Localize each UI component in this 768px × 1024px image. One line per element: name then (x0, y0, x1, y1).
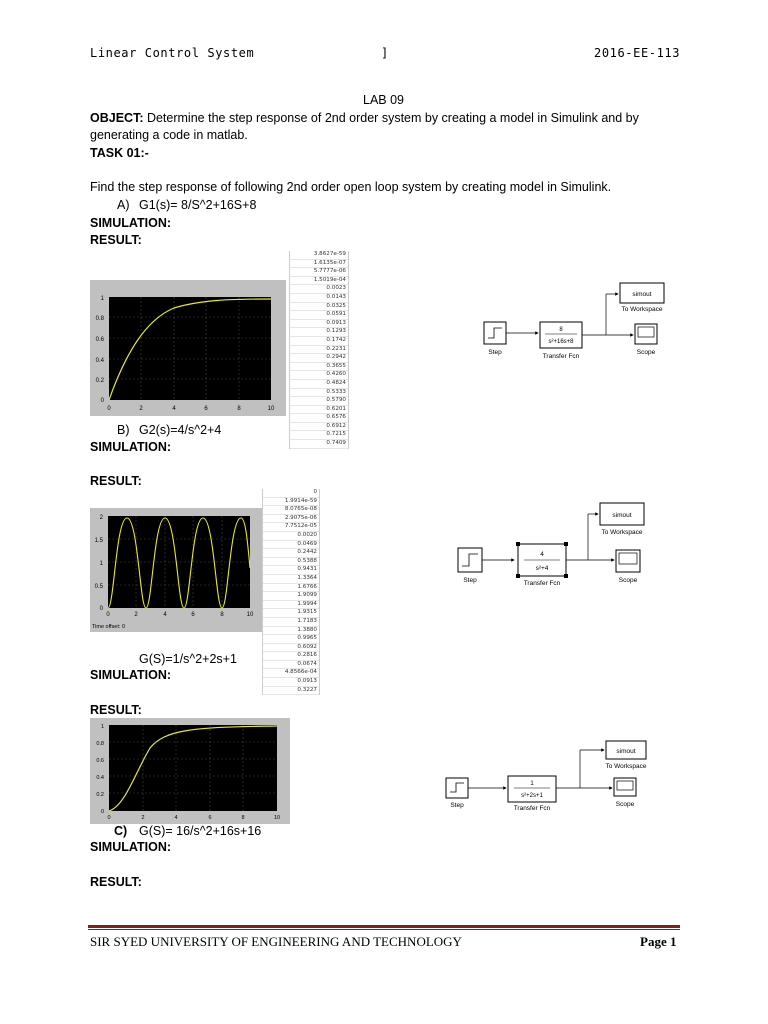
plot-a-ytick: 1 (100, 296, 104, 302)
scope-block-label: Scope (618, 577, 638, 584)
value-cell: 0.0023 (290, 285, 348, 294)
object-text: Determine the step response of 2nd order system by creating a model in Simulink and by generating a code in matlab. (90, 111, 639, 142)
plot-c-ytick: 0.6 (96, 758, 104, 764)
value-cell: 4.8566e-04 (263, 669, 319, 678)
value-cell: 0.6576 (290, 414, 348, 423)
value-cell: 0.1742 (290, 337, 348, 346)
plot-a-xtick: 2 (139, 406, 143, 412)
value-cell: 1.9914e-59 (263, 498, 319, 507)
header-bracket: ] (381, 46, 389, 60)
value-cell: 0.2816 (263, 652, 319, 661)
plot-a-xtick: 8 (237, 406, 241, 412)
value-cell: 0.5790 (290, 397, 348, 406)
task-label: TASK 01:- (90, 146, 149, 160)
plot-b-xtick: 2 (134, 612, 138, 618)
value-cell: 0.0325 (290, 303, 348, 312)
value-cell: 0.4824 (290, 380, 348, 389)
simout-block-label: simout (616, 748, 636, 755)
section-c-equation: G(S)= 16/s^2+16s+16 (139, 824, 262, 838)
value-cell: 1.5019e-04 (290, 277, 348, 286)
tf-denominator: s²+4 (535, 565, 549, 572)
value-cell: 0.0913 (290, 320, 348, 329)
value-cell: 0.6912 (290, 423, 348, 432)
value-cell: 0.6201 (290, 406, 348, 415)
scope-plot-a (90, 280, 286, 416)
value-cell: 1.6135e-07 (290, 260, 348, 269)
value-cell: 0.1293 (290, 328, 348, 337)
value-cell: 0.3655 (290, 363, 348, 372)
section-a-result-label: RESULT: (90, 233, 142, 247)
lab-title: LAB 09 (363, 93, 405, 107)
value-cell: 0.9965 (263, 635, 319, 644)
tf-numerator: 8 (559, 327, 563, 333)
plot-b-xtick: 6 (191, 612, 195, 618)
section-a-equation: G1(s)= 8/S^2+16S+8 (139, 198, 257, 212)
value-cell: 0.6092 (263, 644, 319, 653)
plot-b-ytick: 2 (99, 515, 103, 521)
step-block-label: Step (488, 349, 502, 356)
plot-b-xtick: 4 (163, 612, 167, 618)
plot-c-ytick: 0.8 (96, 741, 104, 747)
plot-a-ytick: 0.8 (95, 316, 104, 322)
section-a-simulation-label: SIMULATION: (90, 216, 172, 230)
value-cell: 0.5333 (290, 389, 348, 398)
to-workspace-label: To Workspace (621, 306, 663, 313)
section-c0-equation: G(S)=1/s^2+2s+1 (139, 652, 237, 666)
transfer-fcn-label: Transfer Fcn (513, 805, 551, 812)
footer-university: SIR SYED UNIVERSITY OF ENGINEERING AND TECHNOLOGY (90, 934, 462, 949)
value-cell: 0 (263, 489, 319, 498)
value-cell: 3.8627e-59 (290, 251, 348, 260)
plot-b-time-offset: Time offset: 0 (92, 624, 126, 630)
plot-b-ytick: 1 (99, 561, 103, 567)
value-cell: 0.0469 (263, 541, 319, 550)
plot-c-ytick: 0 (100, 809, 104, 815)
plot-b-xtick: 0 (106, 612, 110, 618)
value-cell: 7.7512e-05 (263, 523, 319, 532)
section-c0-simulation-label: SIMULATION: (90, 668, 172, 682)
plot-c-xtick: 6 (208, 815, 212, 821)
value-cell: 0.2442 (263, 549, 319, 558)
simout-block-label: simout (612, 512, 632, 519)
section-b-simulation-label: SIMULATION: (90, 440, 172, 454)
plot-a-xtick: 6 (204, 406, 208, 412)
plot-a-ytick: 0 (100, 398, 104, 404)
tf-numerator: 1 (530, 781, 534, 787)
scope-block-label: Scope (636, 349, 656, 356)
to-workspace-label: To Workspace (605, 763, 647, 770)
value-cell: 0.0913 (263, 678, 319, 687)
footer-page-number: Page 1 (640, 934, 677, 949)
value-cell: 0.9431 (263, 566, 319, 575)
plot-b-ytick: 0.5 (94, 584, 103, 590)
value-cell: 0.4260 (290, 371, 348, 380)
tf-denominator: s²+16s+8 (548, 339, 574, 345)
value-cell: 0.5388 (263, 558, 319, 567)
value-cell: 1.3364 (263, 575, 319, 584)
value-cell: 0.7215 (290, 431, 348, 440)
plot-c-xtick: 0 (107, 815, 111, 821)
section-c-simulation-label: SIMULATION: (90, 840, 172, 854)
plot-c-ytick: 0.4 (96, 775, 104, 781)
plot-c-xtick: 2 (141, 815, 145, 821)
plot-c-xtick: 8 (241, 815, 245, 821)
simulink-diagram-a (478, 280, 698, 362)
plot-c-ytick: 1 (100, 724, 104, 730)
value-cell: 1.9099 (263, 592, 319, 601)
value-cell: 2.9075e-06 (263, 515, 319, 524)
plot-c-xtick: 4 (174, 815, 178, 821)
value-cell: 1.9994 (263, 601, 319, 610)
value-cell: 0.0143 (290, 294, 348, 303)
task-intro: Find the step response of following 2nd order open loop system by creating model in Simulink. (90, 180, 612, 194)
value-cell: 1.3880 (263, 627, 319, 636)
scope-plot-b (90, 508, 262, 632)
footer-rule (88, 925, 680, 928)
plot-b-ytick: 0 (99, 606, 103, 612)
plot-b-xtick: 8 (220, 612, 224, 618)
value-cell: 1.9315 (263, 609, 319, 618)
values-column-b (262, 489, 320, 695)
simulink-diagram-b (452, 498, 652, 594)
section-b-marker: B) (117, 423, 130, 437)
value-cell: 0.3227 (263, 687, 319, 696)
scope-plot-c (90, 718, 290, 824)
values-column-a (289, 251, 349, 449)
tf-denominator: s²+2s+1 (521, 793, 543, 799)
plot-a-ytick: 0.6 (95, 337, 104, 343)
value-cell: 0.2942 (290, 354, 348, 363)
section-c0-result-label: RESULT: (90, 703, 142, 717)
value-cell: 0.0674 (263, 661, 319, 670)
transfer-fcn-label: Transfer Fcn (542, 353, 580, 360)
section-a-marker: A) (117, 198, 130, 212)
tf-numerator: 4 (540, 551, 544, 558)
value-cell: 0.0020 (263, 532, 319, 541)
section-b-equation: G2(s)=4/s^2+4 (139, 423, 222, 437)
step-block-label: Step (450, 802, 464, 809)
value-cell: 0.7409 (290, 440, 348, 449)
header-course-title: Linear Control System (90, 46, 255, 60)
value-cell: 0.2231 (290, 346, 348, 355)
value-cell: 1.7183 (263, 618, 319, 627)
plot-c-ytick: 0.2 (96, 792, 104, 798)
header-roll-number: 2016-EE-113 (594, 46, 681, 60)
simout-block-label: simout (632, 291, 652, 298)
plot-a-ytick: 0.4 (95, 358, 104, 364)
step-block-label: Step (463, 577, 477, 584)
footer-rule-thin (88, 929, 680, 930)
object-paragraph (90, 110, 670, 144)
simulink-diagram-c (440, 736, 650, 816)
plot-a-xtick: 10 (267, 406, 275, 412)
transfer-fcn-label: Transfer Fcn (523, 580, 561, 587)
plot-c-xtick: 10 (273, 815, 281, 821)
plot-b-ytick: 1.5 (94, 538, 103, 544)
section-c-result-label: RESULT: (90, 875, 142, 889)
value-cell: 5.7777e-06 (290, 268, 348, 277)
scope-block-label: Scope (615, 801, 635, 808)
section-c-marker: C) (114, 824, 128, 838)
value-cell: 0.0591 (290, 311, 348, 320)
section-b-result-label: RESULT: (90, 474, 142, 488)
object-label: OBJECT: (90, 111, 144, 125)
plot-a-xtick: 4 (172, 406, 176, 412)
plot-b-xtick: 10 (246, 612, 254, 618)
plot-a-ytick: 0.2 (95, 378, 104, 384)
plot-a-xtick: 0 (107, 406, 111, 412)
value-cell: 1.6766 (263, 584, 319, 593)
value-cell: 8.0765e-08 (263, 506, 319, 515)
to-workspace-label: To Workspace (601, 529, 643, 536)
